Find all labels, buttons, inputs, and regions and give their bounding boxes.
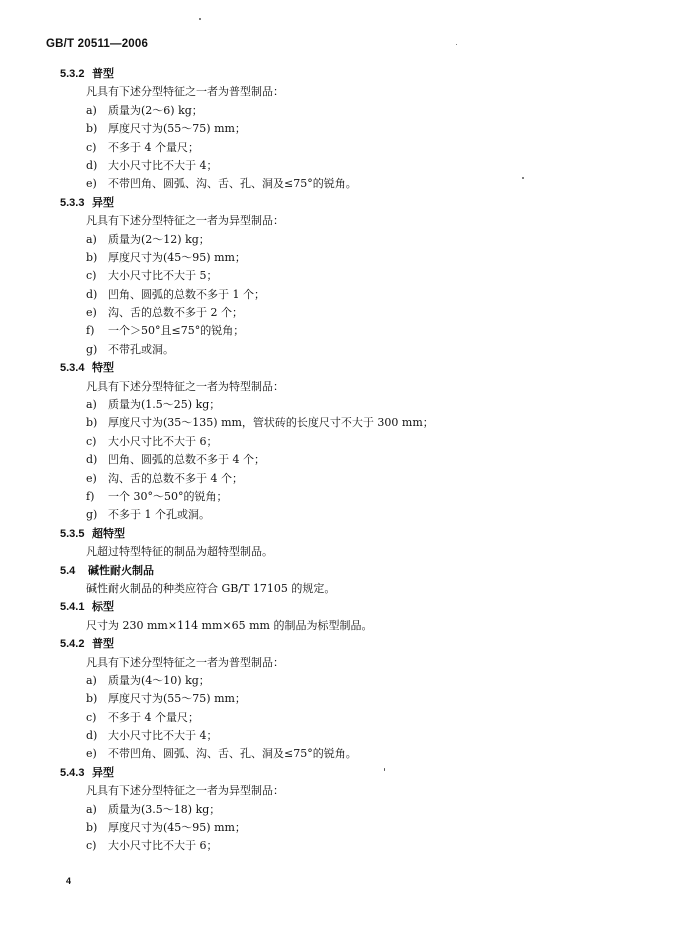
list-text: 厚度尺寸为(35～135) mm，管状砖的长度尺寸不大于 300 mm； (108, 416, 434, 430)
list-marker: e) (86, 471, 97, 485)
list-item (60, 231, 650, 249)
list-text: 质量为(2～6) kg； (108, 103, 203, 117)
section-number: 5.3.4 (60, 362, 85, 375)
list-marker: c) (86, 269, 97, 283)
list-text: 大小尺寸比不大于 6； (108, 434, 218, 448)
list-item (60, 672, 650, 690)
section-5-4-2 (60, 635, 650, 764)
list-text: 厚度尺寸为(55～75) mm； (108, 122, 246, 136)
list-text: 大小尺寸比不大于 4； (108, 158, 218, 172)
list-text: 质量为(2～12) kg； (108, 232, 210, 246)
section-title: 普型 (92, 67, 114, 80)
list-item (60, 249, 650, 267)
section-number: 5.4.3 (60, 766, 85, 779)
list-marker: a) (86, 802, 97, 816)
list-marker: b) (86, 692, 98, 706)
list-item (60, 102, 650, 120)
section-text: 碱性耐火制品的种类应符合 GB/T 17105 的规定。 (86, 581, 336, 595)
section-5-3-3 (60, 194, 650, 360)
list-marker: b) (86, 250, 98, 264)
list-text: 质量为(4～10) kg； (108, 673, 210, 687)
list-text: 厚度尺寸为(45～95) mm； (108, 821, 246, 835)
list-item (60, 709, 650, 727)
section-title: 碱性耐火制品 (88, 563, 154, 577)
list-text: 一个＞50°且≤75°的锐角； (108, 324, 245, 338)
list-item (60, 286, 650, 304)
section-number: 5.3.3 (60, 196, 85, 209)
scan-speck (456, 44, 457, 45)
list-marker: a) (86, 673, 97, 687)
section-number: 5.3.5 (60, 527, 85, 540)
section-number: 5.3.2 (60, 68, 85, 80)
section-number: 5.4.2 (60, 638, 85, 651)
list-marker: b) (86, 122, 98, 136)
list-text: 不带凹角、圆弧、沟、舌、孔、洞及≤75°的锐角。 (108, 747, 357, 761)
page-number: 4 (66, 876, 72, 886)
section-heading (60, 598, 650, 616)
section-number: 5.4.1 (60, 601, 85, 614)
list-marker: a) (86, 103, 97, 117)
section-heading (60, 525, 650, 543)
list-item (60, 451, 650, 469)
section-intro: 凡具有下述分型特征之一者为普型制品： (86, 655, 284, 669)
list-text: 不带孔或洞。 (108, 342, 174, 356)
list-text: 一个 30°～50°的锐角； (108, 489, 228, 503)
list-marker: c) (86, 839, 97, 853)
list-marker: e) (86, 177, 97, 191)
list-marker: f) (86, 489, 95, 503)
section-text: 尺寸为 230 mm×114 mm×65 mm 的制品为标型制品。 (86, 618, 373, 632)
section-heading (60, 764, 650, 782)
list-item (60, 267, 650, 285)
list-text: 大小尺寸比不大于 6； (108, 839, 218, 853)
section-intro: 凡具有下述分型特征之一者为异型制品： (86, 784, 284, 798)
list-marker: d) (86, 453, 98, 467)
list-marker: c) (86, 434, 97, 448)
list-marker: d) (86, 287, 98, 301)
section-5-4-1 (60, 598, 650, 635)
list-item (60, 690, 650, 708)
section-intro: 凡具有下述分型特征之一者为异型制品： (86, 214, 284, 228)
section-intro: 凡具有下述分型特征之一者为普型制品： (86, 85, 284, 99)
scan-speck (522, 177, 524, 179)
list-item (60, 396, 650, 414)
list-text: 质量为(1.5～25) kg； (108, 398, 221, 412)
section-heading (60, 562, 650, 580)
list-item (60, 157, 650, 175)
list-text: 不多于 4 个量尺； (108, 140, 199, 154)
list-marker: c) (86, 140, 97, 154)
list-marker: b) (86, 821, 98, 835)
scan-speck (384, 768, 385, 771)
list-item (60, 727, 650, 745)
section-number: 5.4 (60, 564, 76, 577)
list-text: 不带凹角、圆弧、沟、舌、孔、洞及≤75°的锐角。 (108, 177, 357, 191)
list-marker: a) (86, 398, 97, 412)
list-marker: g) (86, 342, 98, 356)
list-item (60, 304, 650, 322)
list-marker: f) (86, 324, 95, 338)
list-marker: e) (86, 747, 97, 761)
section-heading (60, 194, 650, 212)
list-item (60, 139, 650, 157)
list-item (60, 341, 650, 359)
list-text: 厚度尺寸为(45～95) mm； (108, 250, 246, 264)
list-text: 凹角、圆弧的总数不多于 1 个； (108, 287, 265, 301)
section-title: 异型 (92, 195, 114, 209)
list-marker: c) (86, 710, 97, 724)
section-5-3-2 (60, 65, 650, 194)
standard-code: GB/T 20511—2006 (46, 38, 149, 50)
list-item (60, 837, 650, 855)
list-text: 质量为(3.5～18) kg； (108, 802, 221, 816)
list-marker: g) (86, 508, 98, 522)
list-item (60, 819, 650, 837)
page-content (60, 65, 650, 856)
list-text: 不多于 4 个量尺； (108, 710, 199, 724)
list-item (60, 322, 650, 340)
list-item (60, 801, 650, 819)
list-text: 厚度尺寸为(55～75) mm； (108, 692, 246, 706)
list-text: 凹角、圆弧的总数不多于 4 个； (108, 453, 265, 467)
list-text: 大小尺寸比不大于 5； (108, 269, 218, 283)
section-intro: 凡具有下述分型特征之一者为特型制品： (86, 379, 284, 393)
section-text: 凡超过特型特征的制品为超特型制品。 (86, 545, 273, 559)
list-marker: b) (86, 416, 98, 430)
section-title: 标型 (92, 600, 114, 614)
list-text: 不多于 1 个孔或洞。 (108, 508, 210, 522)
section-title: 特型 (92, 361, 114, 375)
scan-speck (199, 18, 201, 20)
list-item (60, 488, 650, 506)
list-item (60, 745, 650, 763)
section-heading (60, 65, 650, 83)
list-item (60, 506, 650, 524)
section-5-3-4 (60, 359, 650, 525)
list-item (60, 433, 650, 451)
list-text: 沟、舌的总数不多于 2 个； (108, 306, 243, 320)
section-title: 超特型 (92, 526, 125, 540)
section-title: 普型 (92, 637, 114, 651)
list-text: 大小尺寸比不大于 4； (108, 729, 218, 743)
list-text: 沟、舌的总数不多于 4 个； (108, 471, 243, 485)
list-marker: d) (86, 158, 98, 172)
section-heading (60, 635, 650, 653)
list-item (60, 175, 650, 193)
section-title: 异型 (92, 765, 114, 779)
list-marker: e) (86, 306, 97, 320)
list-item (60, 470, 650, 488)
list-marker: a) (86, 232, 97, 246)
section-5-4 (60, 562, 650, 599)
section-5-4-3 (60, 764, 650, 856)
section-5-3-5 (60, 525, 650, 562)
list-item (60, 120, 650, 138)
section-heading (60, 359, 650, 377)
list-marker: d) (86, 729, 98, 743)
list-item (60, 414, 650, 432)
